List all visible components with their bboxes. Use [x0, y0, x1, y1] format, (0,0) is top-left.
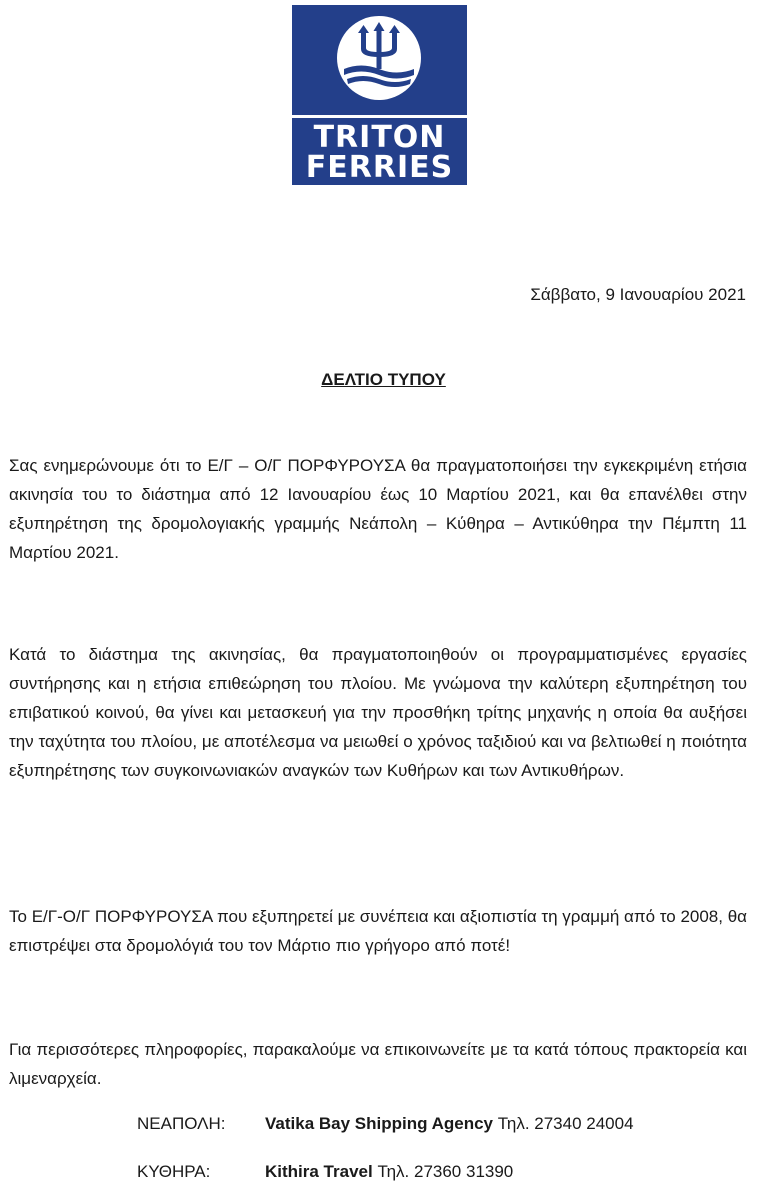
contact-phone: Τηλ. 27340 24004: [497, 1114, 634, 1133]
trident-wave-icon: [336, 15, 422, 101]
paragraph-4: Για περισσότερες πληροφορίες, παρακαλούμε να επικοινωνείτε με τα κατά τόπους πρακτορεία και λιμεναρχεία.: [9, 1040, 747, 1088]
logo-divider: [292, 115, 467, 118]
contact-town: ΚΥΘΗΡΑ:: [137, 1162, 211, 1181]
paragraph-1: Σας ενημερώνουμε ότι το Ε/Γ – Ο/Γ ΠΟΡΦΥΡΟΥΣΑ θα πραγματοποιήσει την εγκεκριμένη ετήσια ακινησία του το διάστημα από 12 Ιανουαρίου έως 10 Μαρτίου 2021, και θα επανέλθει στην εξυπηρέτηση της δρομολογιακής γραμμής Νεάπολη – Κύθηρα – Αντικύθηρα την Πέμπτη 11 Μαρτίου 2021.: [9, 456, 747, 562]
contact-phone: Τηλ. 27360 31390: [377, 1162, 514, 1181]
company-logo: [292, 5, 467, 185]
document-heading: ΔΕΛΤΙΟ ΤΥΠΟΥ: [321, 370, 446, 389]
paragraph-3: Το Ε/Γ-Ο/Γ ΠΟΡΦΥΡΟΥΣΑ που εξυπηρετεί με συνέπεια και αξιοπιστία τη γραμμή από το 2008, θα επιστρέψει στα δρομολόγιά του τον Μάρτιο πιο γρήγορο από ποτέ!: [9, 907, 747, 955]
contact-agency: Kithira Travel: [265, 1162, 373, 1181]
logo-text-line2: FERRIES: [305, 150, 454, 185]
contact-agency: Vatika Bay Shipping Agency: [265, 1114, 493, 1133]
logo-text-line1: TRITON: [313, 120, 446, 155]
paragraph-2: Κατά το διάστημα της ακινησίας, θα πραγματοποιηθούν οι προγραμματισμένες εργασίες συντήρησης και η ετήσια επιθεώρηση του πλοίου. Με γνώμονα την καλύτερη εξυπηρέτηση του επιβατικού κοινού, θα γίνει και μετασκευή για την προσθήκη τρίτης μηχανής η οποία θα αυξήσει την ταχύτητα του πλοίου, με αποτέλεσμα να μειωθεί ο χρόνος ταξιδιού και να βελτιωθεί η ποιότητα εξυπηρέτησης των συγκοινωνιακών αναγκών των Κυθήρων και των Αντικυθήρων.: [9, 645, 747, 780]
contact-town: ΝΕΑΠΟΛΗ:: [137, 1114, 226, 1133]
document-date: Σάββατο, 9 Ιανουαρίου 2021: [530, 285, 746, 304]
